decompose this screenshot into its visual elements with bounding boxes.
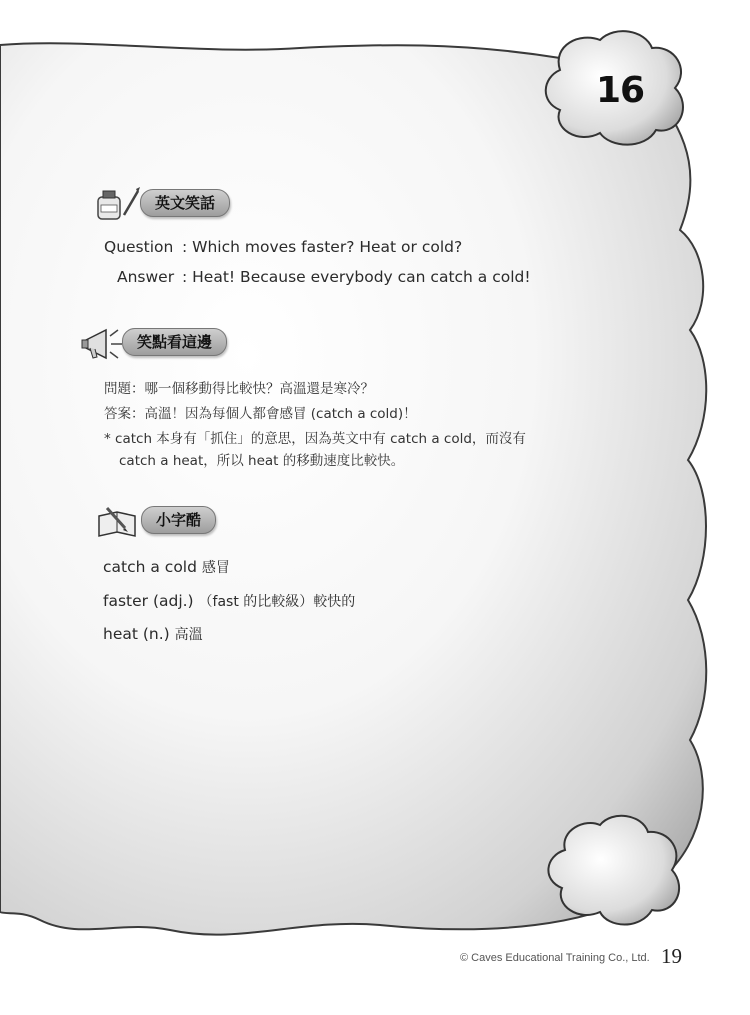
translation-note-line1: * catch 本身有「抓住」的意思，因為英文中有 catch a cold，而沒有 [104,431,526,447]
translation-answer: 答案：高溫！因為每個人都會感冒 (catch a cold)！ [104,406,417,422]
joke-heading: 英文笑話 [140,189,230,217]
question-text: : Which moves faster? Heat or cold? [182,238,463,256]
joke-section-header [92,185,252,219]
vocab-item [103,591,355,611]
translation-question: 問題：哪一個移動得比較快？高溫還是寒冷？ [104,381,374,397]
vocab-term: faster (adj.) [103,592,194,610]
book-pencil-icon [95,502,143,542]
vocab-term: heat (n.) [103,625,170,643]
question-label: Question [104,238,174,256]
vocab-term: catch a cold [103,558,197,576]
vocab-meaning: 感冒 [201,560,230,576]
vocab-meaning: （fast 的比較級）較快的 [198,594,356,610]
translation-section-header [80,324,260,358]
vocab-item [103,624,203,644]
answer-label: Answer [117,268,175,286]
page-number: 19 [661,944,682,968]
answer-text: : Heat! Because everybody can catch a cold! [182,268,531,286]
ink-bottle-icon [92,185,140,225]
translation-note-line2: catch a heat，所以 heat 的移動速度比較快。 [119,453,405,469]
copyright-notice: © Caves Educational Training Co., Ltd. [460,952,650,964]
lesson-number-badge: 16 [595,70,645,111]
vocab-heading: 小字酷 [141,506,216,534]
vocab-section-header [95,502,235,536]
translation-heading: 笑點看這邊 [122,328,227,356]
vocab-item [103,557,230,577]
megaphone-icon [80,324,128,364]
vocab-meaning: 高溫 [174,627,203,643]
